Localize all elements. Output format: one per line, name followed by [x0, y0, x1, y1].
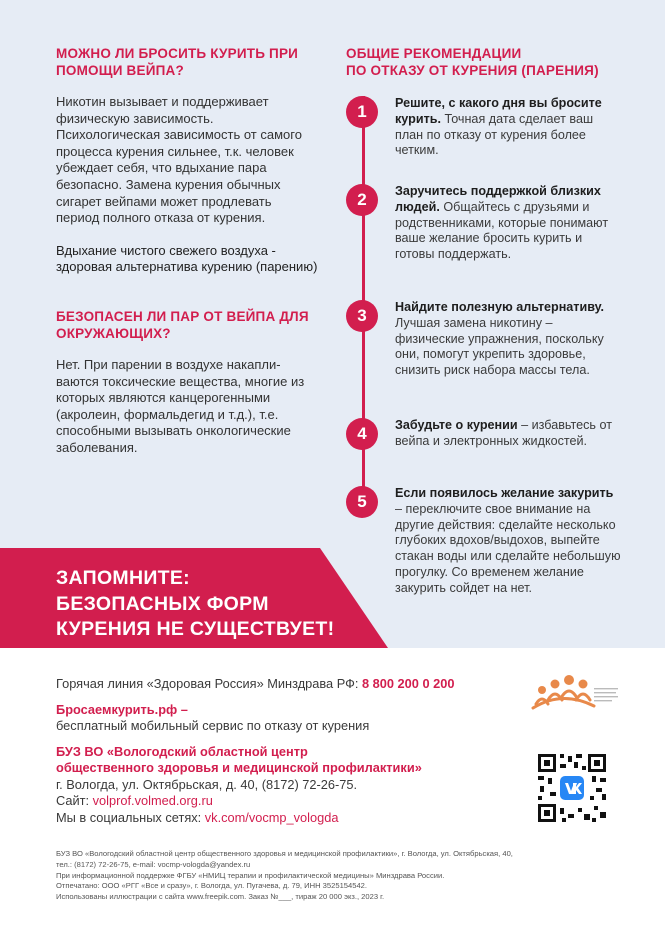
heading-vape-quit: МОЖНО ЛИ БРОСИТЬ КУРИТЬ ПРИ ПОМОЩИ ВЕЙПА? [56, 46, 299, 78]
warning-banner-text [56, 566, 376, 643]
step-bold: Найдите полезную альтернативу. [395, 300, 605, 314]
imprint-line-3: При информационной поддержке ФГБУ «НМИЦ терапии и профилактической медицины» Минздрава России. [56, 870, 445, 880]
left-column [56, 45, 318, 457]
org-name-1: БУЗ ВО «Вологодский областной центр [56, 743, 308, 759]
para-nicotine: Никотин вызывает и поддерживает физическую зависимость. Психологическая зависимость от самого процесса курения сильнее, т.к. человек убеждает себя, что вдыхание пара безопасно. Замена курения обычных сигарет вейпами может продлевать период полного отказа от курения. [56, 94, 302, 226]
service-dash: – [177, 701, 188, 717]
people-logo-icon [528, 670, 620, 732]
step-bold: Если появилось желание закурить [395, 486, 614, 500]
site-line [56, 793, 536, 810]
step-bold: Заручитесь поддержкой близких людей. [395, 184, 601, 214]
step-text [395, 418, 621, 450]
step-number: 5 [346, 486, 378, 518]
service-desc: бесплатный мобильный сервис по отказу от курения [56, 718, 370, 733]
para-fresh-air: Вдыхание чистого свежего воздуха - здоровая альтернатива курению (парению) [56, 242, 318, 275]
org-name-2: общественного здоровья и медицинской профилактики» [56, 760, 422, 775]
banner-line-3: КУРЕНИЯ НЕ СУЩЕСТВУЕТ! [56, 618, 335, 640]
imprint-line-4: Отпечатано: ООО «РГГ «Все и сразу», г. Вологда, ул. Пугачева, д. 79, ИНН 3525154542. [56, 881, 368, 891]
qr-code-icon[interactable] [536, 752, 608, 824]
social-link[interactable]: vk.com/vocmp_vologda [204, 809, 339, 825]
address: г. Вологда, ул. Октябрьская, д. 40, (8172) 72-26-75. [56, 776, 358, 792]
social-label: Мы в социальных сетях: [56, 809, 205, 825]
imprint-line-5: Использованы иллюстрации с сайта www.freepik.com. Заказ №___, тираж 20 000 экз., 2023 г. [56, 892, 385, 902]
step-rest: Общайтесь с друзьями и родственниками, которые понимают ваше желание бросить курить и готовы поддержать. [395, 199, 609, 262]
step-rest: – переключите свое внимание на другие действия: сделайте несколько глубоких вдохов/выдохов, выпейте стакан воды или сделайте небольшую прогулку. Со временем желание закурить сойдет на нет. [395, 501, 621, 595]
service-link[interactable]: Бросаемкурить.рф [56, 701, 178, 717]
heading-recommendations-1: ОБЩИЕ РЕКОМЕНДАЦИИ [346, 46, 522, 61]
contacts-block [56, 676, 536, 826]
imprint-line-1: БУЗ ВО «Вологодский областной центр общественного здоровья и медицинской профилактики», г. Вологда, ул. Октябрьская, 40, [56, 849, 513, 858]
step-number: 1 [346, 96, 378, 128]
banner-line-1: ЗАПОМНИТЕ: [56, 567, 190, 589]
step-number: 2 [346, 184, 378, 216]
step-bold: Забудьте о курении [395, 418, 518, 432]
step-number: 4 [346, 418, 378, 450]
hotline-label: Горячая линия «Здоровая Россия» Минздрава РФ: [56, 676, 362, 691]
step-rest: Лучшая замена никотину – физические упражнения, поскольку они, помогут укрепить здоровье, снизить риск набора массы тела. [395, 315, 604, 378]
step-number: 3 [346, 300, 378, 332]
step-text [395, 96, 621, 159]
para-toxic: Нет. При парении в воздухе накапли-ваются токсические вещества, многие из которых являются канцерогенными (акролеин, формальдегид и т.д.), т.е. способными вызывать онкологические заболевания. [56, 356, 305, 455]
banner-line-2: БЕЗОПАСНЫХ ФОРМ [56, 592, 269, 615]
social-line [56, 810, 536, 827]
imprint-line-2: тел.: (8172) 72-26-75, e-mail: vocmp-vologda@yandex.ru [56, 859, 251, 869]
step-text [395, 184, 621, 263]
hotline-number[interactable]: 8 800 200 0 200 [361, 676, 455, 691]
heading-recommendations-2: ПО ОТКАЗУ ОТ КУРЕНИЯ (ПАРЕНИЯ) [346, 63, 599, 78]
step-text [395, 486, 621, 597]
step-text [395, 300, 621, 379]
site-label: Сайт: [56, 793, 93, 808]
right-column-heading [346, 45, 616, 79]
step-bold: Решите, с какого дня вы бросите курить. [395, 96, 602, 126]
step-rest: Точная дата сделает ваш план по отказу от курения более четким. [395, 111, 594, 158]
step-rest: – избавьтесь от вейпа и электронных жидкостей. [395, 418, 612, 448]
imprint [56, 849, 616, 903]
site-link[interactable]: volprof.volmed.org.ru [92, 793, 213, 808]
heading-vape-safety: БЕЗОПАСЕН ЛИ ПАР ОТ ВЕЙПА ДЛЯ ОКРУЖАЮЩИХ? [56, 308, 309, 341]
service-line [56, 702, 536, 719]
hotline [56, 676, 536, 693]
